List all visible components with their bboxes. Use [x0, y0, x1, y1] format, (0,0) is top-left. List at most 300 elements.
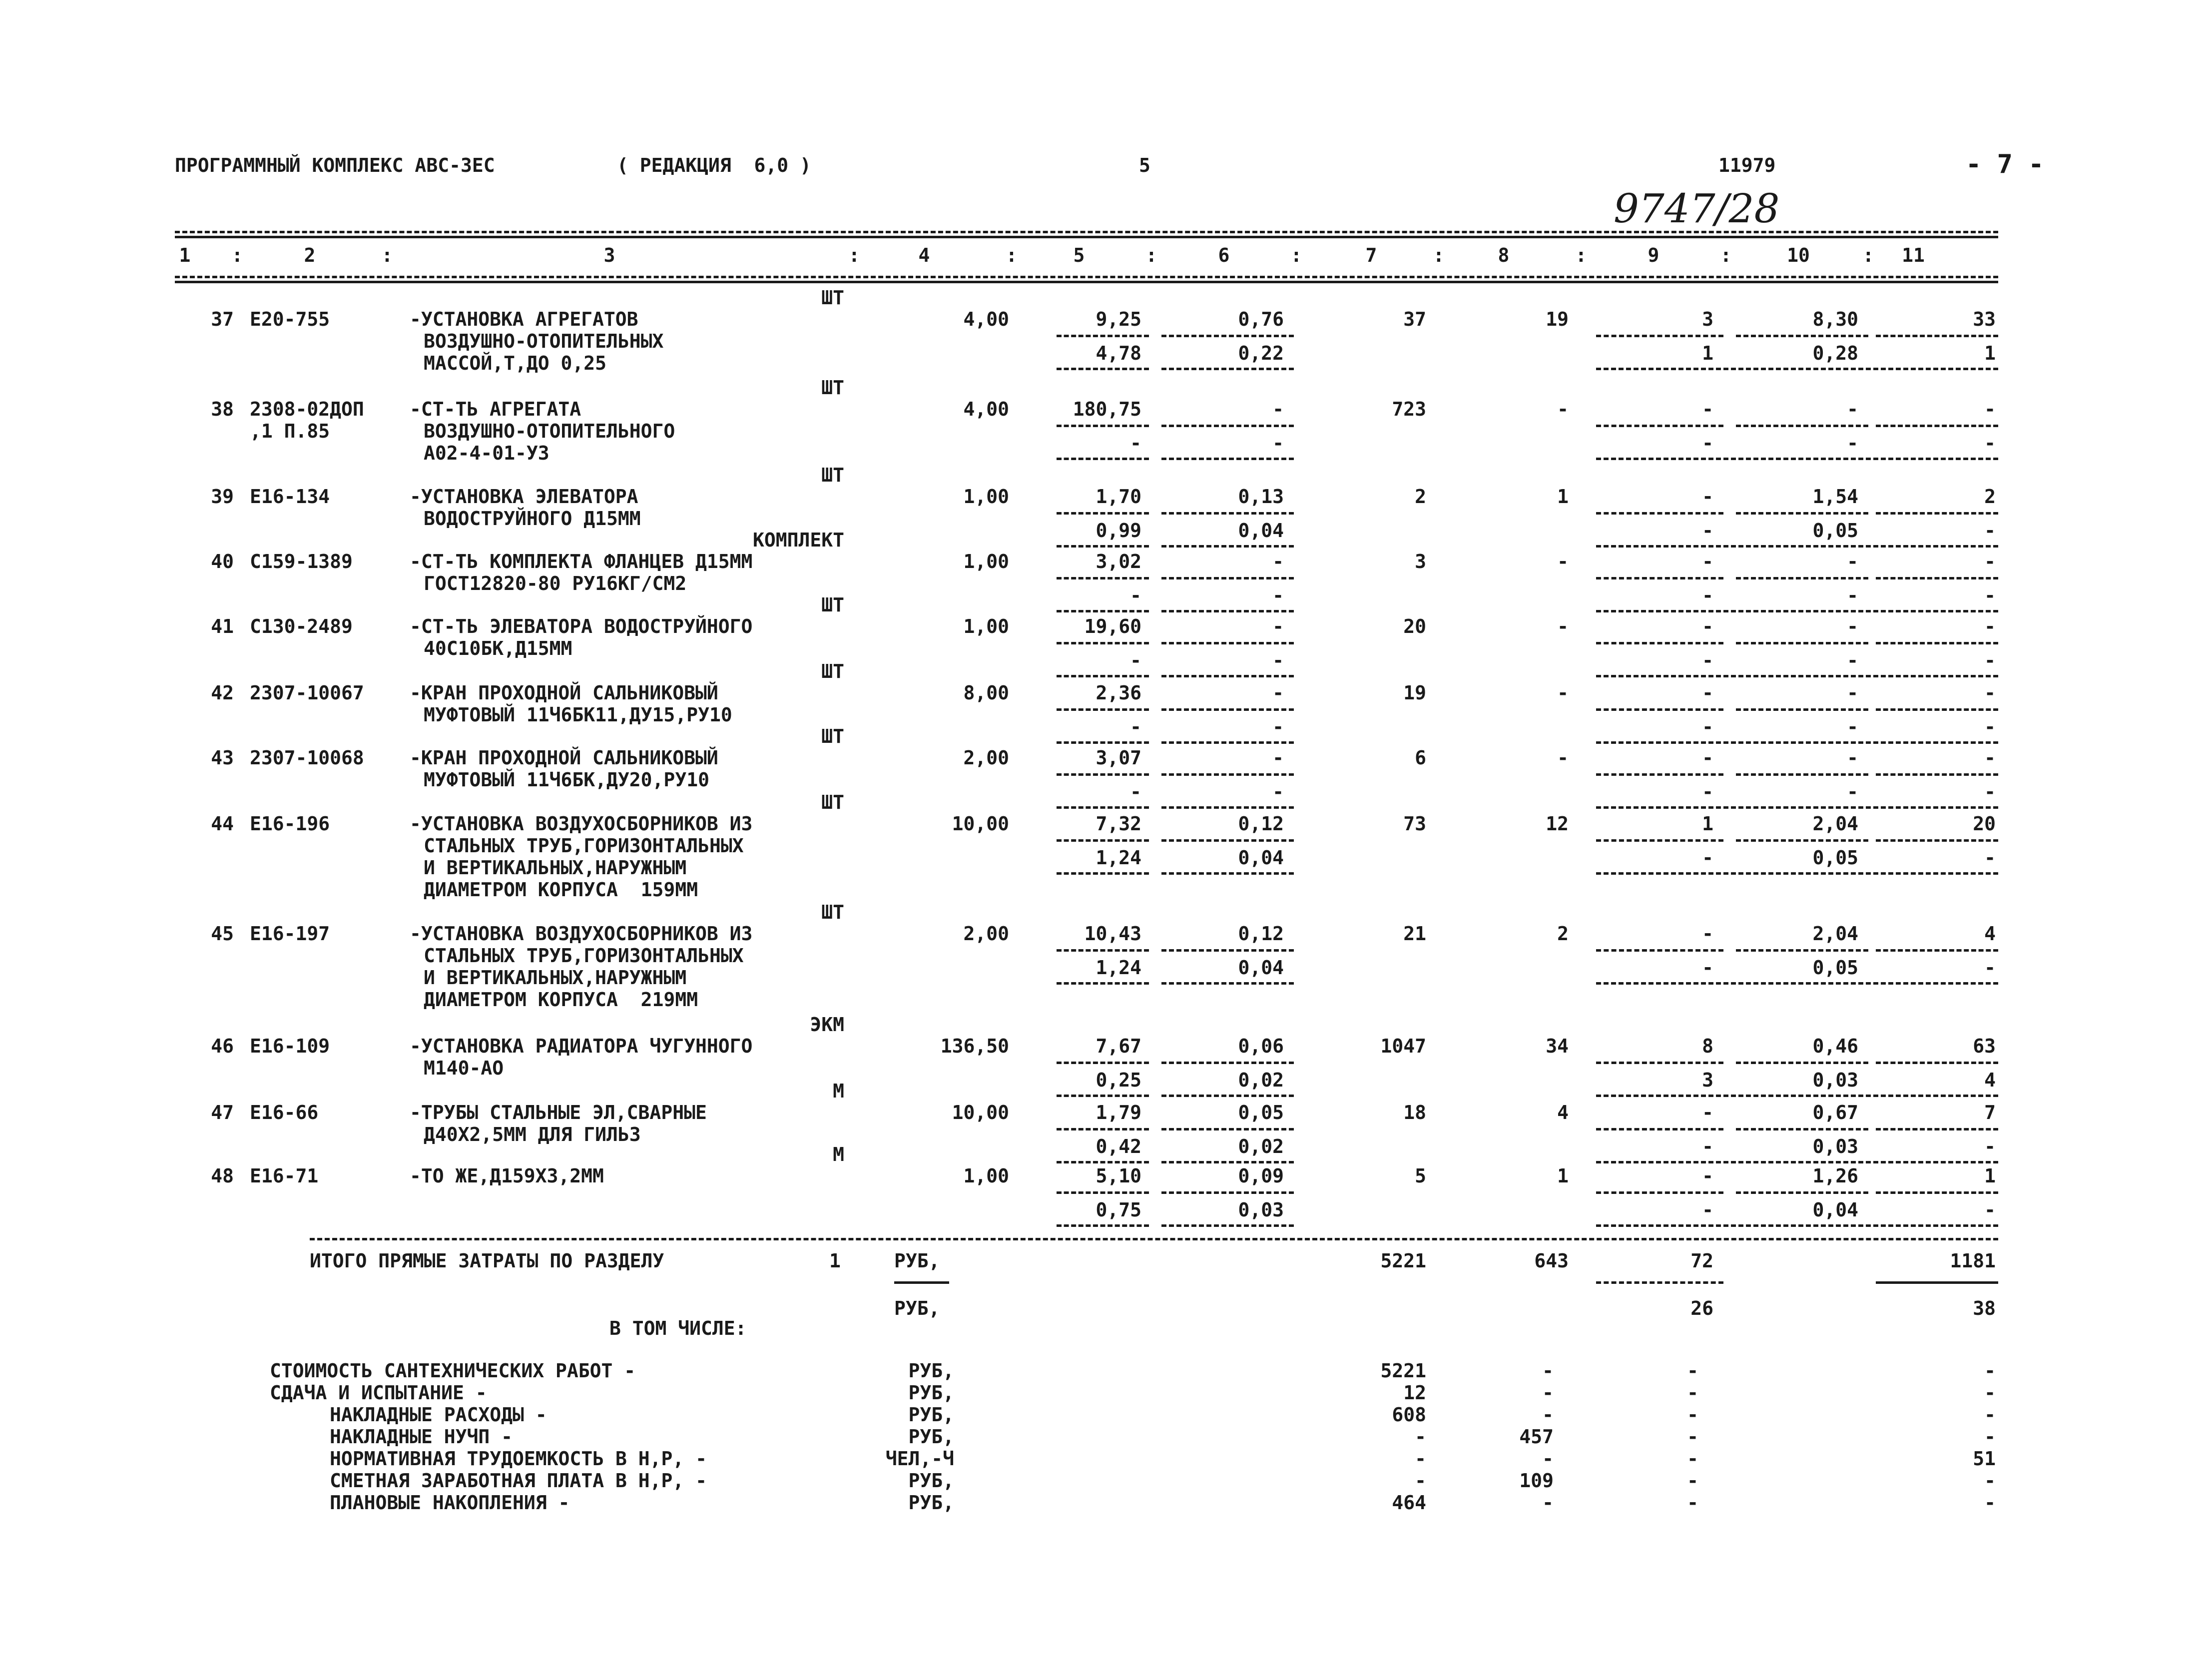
row-c6: 0,12	[1238, 923, 1284, 945]
row-c5: 10,43	[1084, 923, 1141, 945]
row-description: ВОЗДУШНО-ОТОПИТЕЛЬНЫХ	[424, 330, 664, 352]
row-number: 45	[211, 923, 234, 945]
totals-sub-c9: 26	[1690, 1297, 1713, 1319]
summary-label: СМЕТНАЯ ЗАРАБОТНАЯ ПЛАТА В Н,Р, -	[330, 1470, 707, 1492]
summary-c11: -	[1984, 1470, 1996, 1492]
row-under-right	[1596, 741, 1998, 744]
row-c9: 1	[1702, 813, 1713, 835]
row-sub-c5: 1,24	[1096, 957, 1141, 979]
row-sub-c9: -	[1702, 432, 1713, 454]
row-under-c5	[1057, 1224, 1149, 1227]
totals-c7: 5221	[1380, 1250, 1426, 1272]
row-c11: 7	[1984, 1102, 1996, 1123]
row-split-c5	[1057, 335, 1149, 337]
row-description: МАССОЙ,Т,ДО 0,25	[424, 352, 607, 374]
row-split-c9	[1596, 1062, 1723, 1064]
row-sub-c6: 0,04	[1238, 957, 1284, 979]
row-split-c10	[1736, 1191, 1868, 1194]
row-c5: 1,70	[1096, 486, 1141, 508]
row-c7: 1047	[1380, 1035, 1426, 1057]
row-c6: 0,13	[1238, 486, 1284, 508]
row-c5: 2,36	[1096, 682, 1141, 704]
row-under-c6	[1161, 610, 1294, 612]
row-split-c11	[1876, 642, 1998, 644]
row-split-c5	[1057, 839, 1149, 842]
totals-c8: 643	[1534, 1250, 1569, 1272]
row-under-right	[1596, 872, 1998, 875]
row-split-c9	[1596, 1128, 1723, 1130]
row-description: -УСТАНОВКА РАДИАТОРА ЧУГУННОГО	[410, 1035, 753, 1057]
row-description: СТАЛЬНЫХ ТРУБ,ГОРИЗОНТАЛЬНЫХ	[424, 945, 744, 967]
column-header-5: 5	[1073, 244, 1085, 266]
row-split-c11	[1876, 512, 1998, 515]
row-c5: 7,67	[1096, 1035, 1141, 1057]
row-under-c5	[1057, 872, 1149, 875]
row-sub-c11: -	[1984, 1135, 1996, 1157]
row-sub-c5: 0,25	[1096, 1069, 1141, 1091]
row-c10: 1,26	[1812, 1165, 1858, 1187]
row-description: МУФТОВЫЙ 11Ч6БК,ДУ20,РУ10	[424, 769, 709, 791]
row-c10: 1,54	[1812, 486, 1858, 508]
row-c8: -	[1557, 682, 1569, 704]
row-c9: -	[1702, 747, 1713, 769]
row-under-c6	[1161, 1161, 1294, 1163]
summary-unit: РУБ,	[908, 1470, 954, 1492]
row-split-c10	[1736, 708, 1868, 711]
totals-unit-rule	[894, 1281, 949, 1284]
row-sub-c11: -	[1984, 432, 1996, 454]
row-split-c11	[1876, 1191, 1998, 1194]
summary-c11: -	[1984, 1382, 1996, 1404]
row-c8: 2	[1557, 923, 1569, 945]
row-description: ВОДОСТРУЙНОГО Д15ММ	[424, 508, 641, 530]
row-description: -СТ-ТЬ АГРЕГАТА	[410, 398, 581, 420]
row-c11: 2	[1984, 486, 1996, 508]
handwritten-note: 9747/28	[1614, 185, 1780, 232]
row-c6: 0,05	[1238, 1102, 1284, 1123]
row-code: 2307-10067	[250, 682, 364, 704]
summary-label: СДАЧА И ИСПЫТАНИЕ -	[270, 1382, 487, 1404]
row-split-c10	[1736, 512, 1868, 515]
row-split-c5	[1057, 425, 1149, 427]
row-sub-c11: -	[1984, 716, 1996, 738]
column-header-6: 6	[1218, 244, 1230, 266]
row-sub-c9: -	[1702, 1135, 1713, 1157]
row-under-c5	[1057, 545, 1149, 548]
row-split-c10	[1736, 577, 1868, 579]
row-description: МУФТОВЫЙ 11Ч6БК11,ДУ15,РУ10	[424, 704, 732, 726]
row-c6: 0,76	[1238, 308, 1284, 330]
summary-c7: 464	[1392, 1492, 1426, 1514]
row-c10: -	[1847, 398, 1858, 420]
column-separator: :	[1433, 244, 1445, 266]
row-sub-c10: -	[1847, 649, 1858, 671]
summary-unit: РУБ,	[908, 1404, 954, 1426]
summary-c9: -	[1687, 1382, 1698, 1404]
row-description: М140-АО	[424, 1057, 504, 1079]
summary-c9: -	[1687, 1470, 1698, 1492]
row-description: -УСТАНОВКА ЭЛЕВАТОРА	[410, 486, 638, 508]
row-split-c11	[1876, 949, 1998, 952]
summary-c11: -	[1984, 1426, 1996, 1448]
row-q: 136,50	[940, 1035, 1009, 1057]
row-description: -УСТАНОВКА ВОЗДУХОСБОРНИКОВ ИЗ	[410, 923, 753, 945]
row-split-c5	[1057, 708, 1149, 711]
row-under-c5	[1057, 741, 1149, 744]
row-split-c10	[1736, 839, 1868, 842]
row-unit: ЭКМ	[810, 1014, 844, 1036]
column-header-8: 8	[1498, 244, 1510, 266]
row-split-c6	[1161, 1128, 1294, 1130]
column-separator: :	[1720, 244, 1732, 266]
summary-c11: 51	[1973, 1448, 1996, 1470]
row-under-right	[1596, 1224, 1998, 1227]
summary-unit: РУБ,	[908, 1492, 954, 1514]
row-c8: -	[1557, 615, 1569, 637]
row-sub-c10: 0,03	[1812, 1069, 1858, 1091]
row-c5: 1,79	[1096, 1102, 1141, 1123]
row-sub-c11: -	[1984, 781, 1996, 803]
row-sub-c9: -	[1702, 781, 1713, 803]
header-rule-top-solid	[175, 236, 1998, 238]
row-under-c5	[1057, 610, 1149, 612]
row-under-c6	[1161, 458, 1294, 460]
column-header-9: 9	[1648, 244, 1659, 266]
row-code: Е16-134	[250, 486, 330, 508]
column-separator: :	[1145, 244, 1157, 266]
row-sub-c10: 0,05	[1812, 520, 1858, 542]
row-under-c5	[1057, 982, 1149, 985]
row-c7: 723	[1392, 398, 1426, 420]
row-c5: 3,02	[1096, 551, 1141, 572]
row-under-right	[1596, 982, 1998, 985]
row-q: 2,00	[963, 747, 1009, 769]
row-under-c5	[1057, 675, 1149, 677]
row-under-right	[1596, 1095, 1998, 1097]
row-split-c11	[1876, 1062, 1998, 1064]
header-code-b: 11979	[1718, 154, 1776, 176]
row-sub-c11: 1	[1984, 342, 1996, 364]
header-rule-bottom-solid	[175, 281, 1998, 283]
column-header-11: 11	[1902, 244, 1925, 266]
row-sub-c11: -	[1984, 649, 1996, 671]
row-c10: 2,04	[1812, 923, 1858, 945]
column-separator: :	[1575, 244, 1587, 266]
row-unit: ШТ	[821, 901, 844, 923]
summary-c8: -	[1542, 1360, 1554, 1382]
row-description: ГОСТ12820-80 РУ16КГ/СМ2	[424, 572, 687, 594]
row-unit: ШТ	[821, 377, 844, 399]
row-under-right	[1596, 545, 1998, 548]
row-split-c6	[1161, 839, 1294, 842]
row-sub-c5: 0,99	[1096, 520, 1141, 542]
header-code-a: 5	[1139, 154, 1150, 176]
row-code: Е20-755	[250, 308, 330, 330]
row-split-c5	[1057, 1191, 1149, 1194]
row-split-c10	[1736, 1128, 1868, 1130]
row-under-right	[1596, 610, 1998, 612]
row-split-c11	[1876, 335, 1998, 337]
row-sub-c6: -	[1272, 584, 1284, 606]
row-sub-c11: -	[1984, 520, 1996, 542]
row-code: С159-1389	[250, 551, 353, 572]
row-under-right	[1596, 806, 1998, 809]
row-description: 40С10БК,Д15ММ	[424, 637, 572, 659]
row-sub-c9: -	[1702, 957, 1713, 979]
row-under-c5	[1057, 1161, 1149, 1163]
row-c10: -	[1847, 747, 1858, 769]
row-c10: 8,30	[1812, 308, 1858, 330]
row-under-c6	[1161, 675, 1294, 677]
row-c11: -	[1984, 747, 1996, 769]
row-c8: 12	[1546, 813, 1569, 835]
summary-c11: -	[1984, 1360, 1996, 1382]
row-c8: 34	[1546, 1035, 1569, 1057]
summary-c7: 12	[1403, 1382, 1426, 1404]
row-sub-c5: -	[1130, 584, 1141, 606]
row-c9: -	[1702, 1102, 1713, 1123]
row-code: С130-2489	[250, 615, 353, 637]
row-under-right	[1596, 368, 1998, 370]
row-split-c5	[1057, 577, 1149, 579]
row-unit: ШТ	[821, 791, 844, 813]
row-under-c5	[1057, 458, 1149, 460]
row-description: И ВЕРТИКАЛЬНЫХ,НАРУЖНЫМ	[424, 857, 687, 879]
row-description: Д40Х2,5ММ ДЛЯ ГИЛЬЗ	[424, 1123, 641, 1145]
row-c10: -	[1847, 682, 1858, 704]
row-c7: 20	[1403, 615, 1426, 637]
row-c6: -	[1272, 747, 1284, 769]
row-sub-c6: 0,02	[1238, 1135, 1284, 1157]
row-c8: 1	[1557, 1165, 1569, 1187]
summary-label: НАКЛАДНЫЕ РАСХОДЫ -	[330, 1404, 547, 1426]
totals-c11: 1181	[1950, 1250, 1996, 1272]
summary-c9: -	[1687, 1360, 1698, 1382]
row-under-c6	[1161, 1224, 1294, 1227]
column-separator: :	[231, 244, 243, 266]
row-c6: -	[1272, 682, 1284, 704]
row-code: Е16-196	[250, 813, 330, 835]
row-number: 38	[211, 398, 234, 420]
row-q: 8,00	[963, 682, 1009, 704]
column-separator: :	[1006, 244, 1018, 266]
row-sub-c5: 1,24	[1096, 847, 1141, 869]
row-c9: -	[1702, 486, 1713, 508]
row-code: 2308-02ДОП	[250, 398, 364, 420]
row-number: 37	[211, 308, 234, 330]
row-sub-c6: -	[1272, 432, 1284, 454]
row-c11: 1	[1984, 1165, 1996, 1187]
row-split-c11	[1876, 577, 1998, 579]
row-split-c5	[1057, 512, 1149, 515]
row-sub-c6: 0,22	[1238, 342, 1284, 364]
totals-label: ИТОГО ПРЯМЫЕ ЗАТРАТЫ ПО РАЗДЕЛУ	[310, 1250, 664, 1272]
row-number: 46	[211, 1035, 234, 1057]
totals-unit: РУБ,	[894, 1250, 940, 1272]
row-split-c6	[1161, 1191, 1294, 1194]
summary-c7: 608	[1392, 1404, 1426, 1426]
row-sub-c11: -	[1984, 584, 1996, 606]
row-c8: 4	[1557, 1102, 1569, 1123]
row-c9: 3	[1702, 308, 1713, 330]
row-split-c6	[1161, 708, 1294, 711]
column-header-4: 4	[918, 244, 930, 266]
row-c8: 1	[1557, 486, 1569, 508]
row-sub-c11: -	[1984, 957, 1996, 979]
row-sub-c9: 1	[1702, 342, 1713, 364]
row-c7: 3	[1415, 551, 1426, 572]
summary-c9: -	[1687, 1492, 1698, 1514]
row-description: -ТРУБЫ СТАЛЬНЫЕ ЭЛ,СВАРНЫЕ	[410, 1102, 707, 1123]
row-unit: ШТ	[821, 725, 844, 747]
summary-c11: -	[1984, 1492, 1996, 1514]
row-under-c5	[1057, 1095, 1149, 1097]
row-c9: -	[1702, 923, 1713, 945]
page-number: - 7 -	[1966, 149, 2044, 179]
row-q: 2,00	[963, 923, 1009, 945]
row-c8: -	[1557, 551, 1569, 572]
row-split-c11	[1876, 773, 1998, 776]
row-sub-c5: 0,42	[1096, 1135, 1141, 1157]
row-description: -ТО ЖЕ,Д159Х3,2ММ	[410, 1165, 604, 1187]
row-unit: ШТ	[821, 660, 844, 682]
summary-c7: 5221	[1380, 1360, 1426, 1382]
row-split-c9	[1596, 642, 1723, 644]
row-under-right	[1596, 458, 1998, 460]
row-c7: 6	[1415, 747, 1426, 769]
row-description: -СТ-ТЬ КОМПЛЕКТА ФЛАНЦЕВ Д15ММ	[410, 551, 753, 572]
summary-c8: 457	[1519, 1426, 1554, 1448]
row-unit: М	[833, 1143, 844, 1165]
row-c5: 3,07	[1096, 747, 1141, 769]
row-description: И ВЕРТИКАЛЬНЫХ,НАРУЖНЫМ	[424, 967, 687, 989]
row-c7: 5	[1415, 1165, 1426, 1187]
row-q: 10,00	[952, 813, 1009, 835]
row-split-c10	[1736, 1062, 1868, 1064]
column-separator: :	[848, 244, 860, 266]
row-under-c6	[1161, 741, 1294, 744]
row-unit: ШТ	[821, 464, 844, 486]
row-number: 43	[211, 747, 234, 769]
row-q: 1,00	[963, 615, 1009, 637]
row-under-c6	[1161, 982, 1294, 985]
row-sub-c10: -	[1847, 781, 1858, 803]
row-c7: 21	[1403, 923, 1426, 945]
row-c5: 9,25	[1096, 308, 1141, 330]
row-sub-c5: 0,75	[1096, 1199, 1141, 1221]
row-sub-c11: -	[1984, 1199, 1996, 1221]
row-description: СТАЛЬНЫХ ТРУБ,ГОРИЗОНТАЛЬНЫХ	[424, 835, 744, 857]
row-c8: -	[1557, 398, 1569, 420]
row-c11: -	[1984, 615, 1996, 637]
row-split-c5	[1057, 1128, 1149, 1130]
row-description: -КРАН ПРОХОДНОЙ САЛЬНИКОВЫЙ	[410, 747, 718, 769]
row-sub-c5: -	[1130, 781, 1141, 803]
summary-c9: -	[1687, 1448, 1698, 1470]
row-split-c9	[1596, 577, 1723, 579]
row-split-c6	[1161, 1062, 1294, 1064]
row-description: ВОЗДУШНО-ОТОПИТЕЛЬНОГО	[424, 420, 675, 442]
column-separator: :	[1290, 244, 1302, 266]
row-description: А02-4-01-У3	[424, 442, 550, 464]
row-sub-c6: -	[1272, 716, 1284, 738]
row-unit: КОМПЛЕКТ	[752, 529, 844, 551]
row-code: Е16-197	[250, 923, 330, 945]
summary-unit: ЧЕЛ,-Ч	[885, 1448, 954, 1470]
row-sub-c10: -	[1847, 432, 1858, 454]
row-sub-c11: -	[1984, 847, 1996, 869]
totals-c9: 72	[1690, 1250, 1713, 1272]
row-number: 44	[211, 813, 234, 835]
row-c10: 0,67	[1812, 1102, 1858, 1123]
row-c5: 180,75	[1073, 398, 1141, 420]
row-sub-c9: 3	[1702, 1069, 1713, 1091]
row-split-c10	[1736, 335, 1868, 337]
row-split-c9	[1596, 512, 1723, 515]
summary-label: НАКЛАДНЫЕ НУЧП -	[330, 1426, 513, 1448]
totals-c9-rule	[1596, 1281, 1723, 1284]
summary-unit: РУБ,	[908, 1382, 954, 1404]
column-separator: :	[1862, 244, 1874, 266]
summary-c8: 109	[1519, 1470, 1554, 1492]
row-c6: 0,06	[1238, 1035, 1284, 1057]
row-sub-c5: -	[1130, 649, 1141, 671]
row-sub-c10: 0,03	[1812, 1135, 1858, 1157]
row-split-c10	[1736, 425, 1868, 427]
summary-label: НОРМАТИВНАЯ ТРУДОЕМКОСТЬ В Н,Р, -	[330, 1448, 707, 1470]
row-q: 4,00	[963, 308, 1009, 330]
row-c7: 2	[1415, 486, 1426, 508]
row-number: 48	[211, 1165, 234, 1187]
row-description: -УСТАНОВКА ВОЗДУХОСБОРНИКОВ ИЗ	[410, 813, 753, 835]
row-sub-c10: 0,05	[1812, 847, 1858, 869]
column-header-7: 7	[1365, 244, 1377, 266]
row-c8: -	[1557, 747, 1569, 769]
row-c11: -	[1984, 682, 1996, 704]
row-c6: -	[1272, 398, 1284, 420]
row-split-c5	[1057, 949, 1149, 952]
row-c6: 0,09	[1238, 1165, 1284, 1187]
row-c11: 20	[1973, 813, 1996, 835]
row-description: -СТ-ТЬ ЭЛЕВАТОРА ВОДОСТРУЙНОГО	[410, 615, 753, 637]
row-c10: -	[1847, 615, 1858, 637]
row-split-c6	[1161, 773, 1294, 776]
row-description: -УСТАНОВКА АГРЕГАТОВ	[410, 308, 638, 330]
row-c9: -	[1702, 615, 1713, 637]
summary-c7: -	[1415, 1448, 1426, 1470]
row-split-c10	[1736, 773, 1868, 776]
row-split-c11	[1876, 425, 1998, 427]
row-split-c11	[1876, 839, 1998, 842]
row-sub-c6: 0,04	[1238, 847, 1284, 869]
row-sub-c6: 0,03	[1238, 1199, 1284, 1221]
row-split-c10	[1736, 642, 1868, 644]
row-split-c9	[1596, 335, 1723, 337]
row-sub-c5: -	[1130, 716, 1141, 738]
row-split-c6	[1161, 335, 1294, 337]
row-description: -КРАН ПРОХОДНОЙ САЛЬНИКОВЫЙ	[410, 682, 718, 704]
row-q: 1,00	[963, 1165, 1009, 1187]
row-under-c6	[1161, 545, 1294, 548]
row-c6: -	[1272, 615, 1284, 637]
row-split-c5	[1057, 773, 1149, 776]
row-number: 39	[211, 486, 234, 508]
summary-unit: РУБ,	[908, 1360, 954, 1382]
row-split-c6	[1161, 425, 1294, 427]
summary-c8: -	[1542, 1448, 1554, 1470]
row-c6: 0,12	[1238, 813, 1284, 835]
row-under-right	[1596, 1161, 1998, 1163]
